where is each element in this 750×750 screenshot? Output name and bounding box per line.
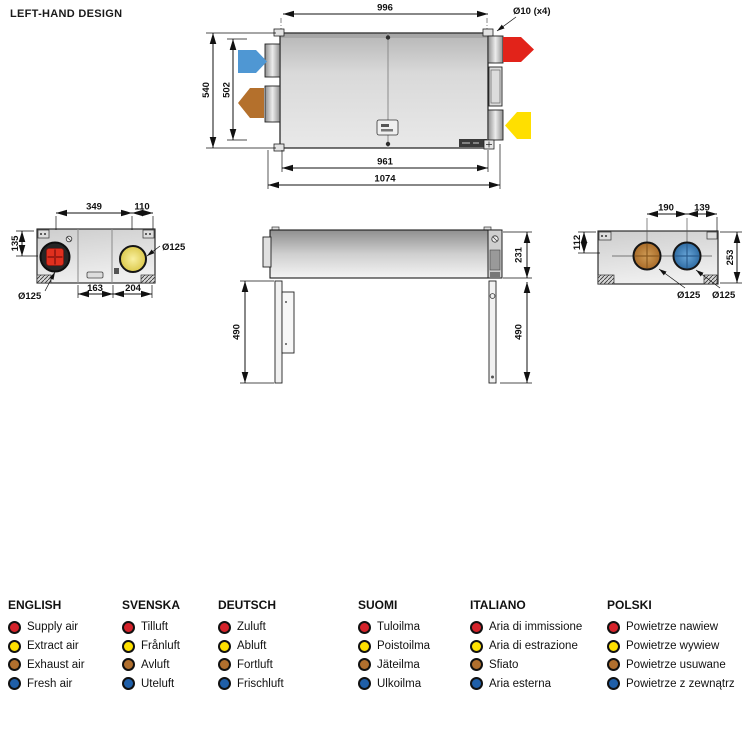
legend-item-label: Aria esterna: [489, 677, 552, 690]
legend-item: [607, 656, 735, 675]
legend-item: [358, 674, 430, 693]
legend-item-label: Extract air: [27, 640, 79, 653]
legend-item: [218, 637, 284, 656]
latch: [114, 268, 119, 274]
dim-135-label: 135: [10, 235, 21, 252]
screw: [66, 236, 72, 242]
screw-hole-callout: [497, 6, 551, 31]
legend-column-suomi: [358, 598, 430, 693]
legend-item: [218, 656, 284, 675]
blue-dot-icon: [218, 677, 231, 690]
dim-139-label: 139: [694, 202, 710, 214]
supply-air-arrow: [503, 37, 534, 62]
legend-item-label: Sfiato: [489, 658, 519, 671]
legend-item: [607, 674, 735, 693]
extract-air-arrow: [505, 112, 531, 139]
legend-item-label: Fortluft: [237, 658, 273, 671]
legend-item: [8, 637, 85, 656]
legend-item-label: Powietrze wywiew: [626, 640, 720, 653]
legend-column-polski: [607, 598, 735, 693]
legend-item: [358, 637, 430, 656]
dim-depth: [720, 232, 742, 283]
legend-item-label: Avluft: [141, 658, 170, 671]
legend-item-label: Abluft: [237, 640, 267, 653]
yellow-dot-icon: [218, 640, 231, 653]
legend-language: ENGLISH: [8, 598, 62, 612]
dim-d125-right-label: Ø125: [712, 290, 736, 301]
top-view: [232, 227, 533, 383]
dim-base-width: [282, 150, 488, 172]
blue-dot-icon: [470, 677, 483, 690]
red-dot-icon: [607, 621, 620, 634]
color-legend: [0, 598, 750, 750]
handle: [87, 272, 103, 278]
legend-item-label: Tilluft: [141, 621, 169, 634]
blue-dot-icon: [358, 677, 371, 690]
legend-item-label: Zuluft: [237, 621, 266, 634]
legend-column-deutsch: [218, 598, 284, 693]
legend-item-label: Powietrze usuwane: [626, 658, 726, 671]
red-dot-icon: [358, 621, 371, 634]
body-top-edge: [281, 34, 487, 38]
legend-language: SVENSKA: [122, 598, 181, 612]
dim-540-label: 540: [201, 82, 212, 98]
legend-language: SUOMI: [358, 598, 398, 612]
legend-item: [470, 656, 582, 675]
legend-item-label: Poistoilma: [377, 640, 431, 653]
legend-item-label: Frischluft: [237, 677, 284, 690]
unit-body-top: [270, 230, 500, 278]
right-door-panel: [489, 281, 496, 383]
dim-duct-spacing: [647, 203, 717, 232]
brown-dot-icon: [358, 658, 371, 671]
dim-490-left-label: 490: [231, 324, 243, 340]
dim-body-width: [283, 3, 488, 15]
legend-language: DEUTSCH: [218, 598, 277, 612]
legend-item: [470, 674, 582, 693]
brown-dot-icon: [607, 658, 620, 671]
brown-dot-icon: [122, 658, 135, 671]
legend-column-svenska: [122, 598, 180, 693]
dim-depth: [503, 232, 532, 278]
brown-dot-icon: [218, 658, 231, 671]
red-dot-icon: [8, 621, 21, 634]
front-view: [201, 3, 551, 190]
dim-d125-left-label: Ø125: [677, 290, 701, 301]
screw-holes-label: Ø10 (x4): [513, 6, 551, 17]
dim-110-label: 110: [134, 201, 150, 213]
legend-item: [358, 656, 430, 675]
dim-231-label: 231: [513, 247, 525, 263]
dim-996-label: 996: [377, 2, 393, 14]
dim-1074-label: 1074: [374, 173, 396, 185]
legend-language: POLSKI: [607, 598, 652, 612]
fresh-air-arrow: [238, 50, 267, 73]
blue-dot-icon: [607, 677, 620, 690]
legend-item: [607, 618, 735, 637]
yellow-dot-icon: [470, 640, 483, 653]
legend-item-label: Tuloilma: [377, 621, 421, 634]
yellow-dot-icon: [607, 640, 620, 653]
seam-screw-bottom: [386, 142, 390, 146]
legend-language: ITALIANO: [470, 598, 526, 612]
legend-item: [218, 674, 284, 693]
supply-duct-fan: [41, 243, 70, 272]
legend-column-italiano: [470, 598, 582, 693]
dim-490-right-label: 490: [513, 324, 525, 340]
right-bracket: [488, 230, 502, 278]
fresh-air-duct-port: [674, 243, 701, 270]
legend-item: [607, 637, 735, 656]
extract-duct-port: [120, 246, 146, 272]
legend-item: [218, 618, 284, 637]
dim-502-label: 502: [221, 82, 233, 98]
legend-item: [122, 674, 180, 693]
legend-column-english: [8, 598, 85, 693]
dim-door-right: [500, 282, 532, 383]
legend-item-label: Powietrze nawiew: [626, 621, 719, 634]
left-door-panel: [275, 281, 294, 383]
legend-item: [8, 656, 85, 675]
blue-dot-icon: [122, 677, 135, 690]
yellow-dot-icon: [122, 640, 135, 653]
dim-112-label: 112: [572, 234, 583, 251]
legend-item-label: Exhaust air: [27, 658, 85, 671]
legend-item: [122, 618, 180, 637]
dim-190-label: 190: [658, 202, 674, 214]
yellow-dot-icon: [8, 640, 21, 653]
legend-item-label: Aria di estrazione: [489, 640, 578, 653]
dim-961-label: 961: [377, 156, 393, 168]
yellow-dot-icon: [358, 640, 371, 653]
legend-item: [8, 618, 85, 637]
exhaust-air-arrow: [238, 88, 264, 118]
dim-253-label: 253: [725, 249, 736, 266]
legend-item: [470, 637, 582, 656]
legend-item-label: Powietrze z zewnątrz: [626, 677, 735, 690]
legend-item: [8, 674, 85, 693]
exhaust-duct-port: [634, 243, 661, 270]
dim-door-left: [232, 281, 275, 383]
red-dot-icon: [122, 621, 135, 634]
dim-bottom: [78, 283, 152, 298]
blue-dot-icon: [8, 677, 21, 690]
dim-top-to-duct: [572, 232, 600, 253]
seam-screw-top: [386, 35, 390, 39]
control-plate: [377, 120, 398, 135]
legend-item: [122, 637, 180, 656]
dim-163-label: 163: [87, 283, 103, 294]
dim-349-label: 349: [86, 201, 102, 213]
legend-item-label: Jäteilma: [377, 658, 420, 671]
legend-item-label: Aria di immissione: [489, 621, 583, 634]
dim-duct-spacing: [56, 202, 153, 231]
page-title: LEFT-HAND DESIGN: [10, 8, 123, 20]
legend-item-label: Fresh air: [27, 677, 73, 690]
dim-204-label: 204: [125, 283, 141, 294]
dim-d125-right-label: Ø125: [162, 242, 186, 253]
red-dot-icon: [218, 621, 231, 634]
legend-item: [358, 618, 430, 637]
left-duct-stub: [263, 237, 271, 267]
brown-dot-icon: [8, 658, 21, 671]
legend-item-label: Frånluft: [141, 640, 180, 653]
left-end-view: [10, 202, 186, 303]
legend-item: [122, 656, 180, 675]
legend-item: [470, 618, 582, 637]
legend-item-label: Ulkoilma: [377, 677, 422, 690]
brown-dot-icon: [470, 658, 483, 671]
red-dot-icon: [470, 621, 483, 634]
legend-item-label: Uteluft: [141, 677, 175, 690]
right-end-view: [572, 203, 742, 302]
dim-d125-left-label: Ø125: [18, 291, 42, 302]
dim-top-to-duct: [10, 231, 38, 256]
legend-item-label: Supply air: [27, 621, 79, 634]
